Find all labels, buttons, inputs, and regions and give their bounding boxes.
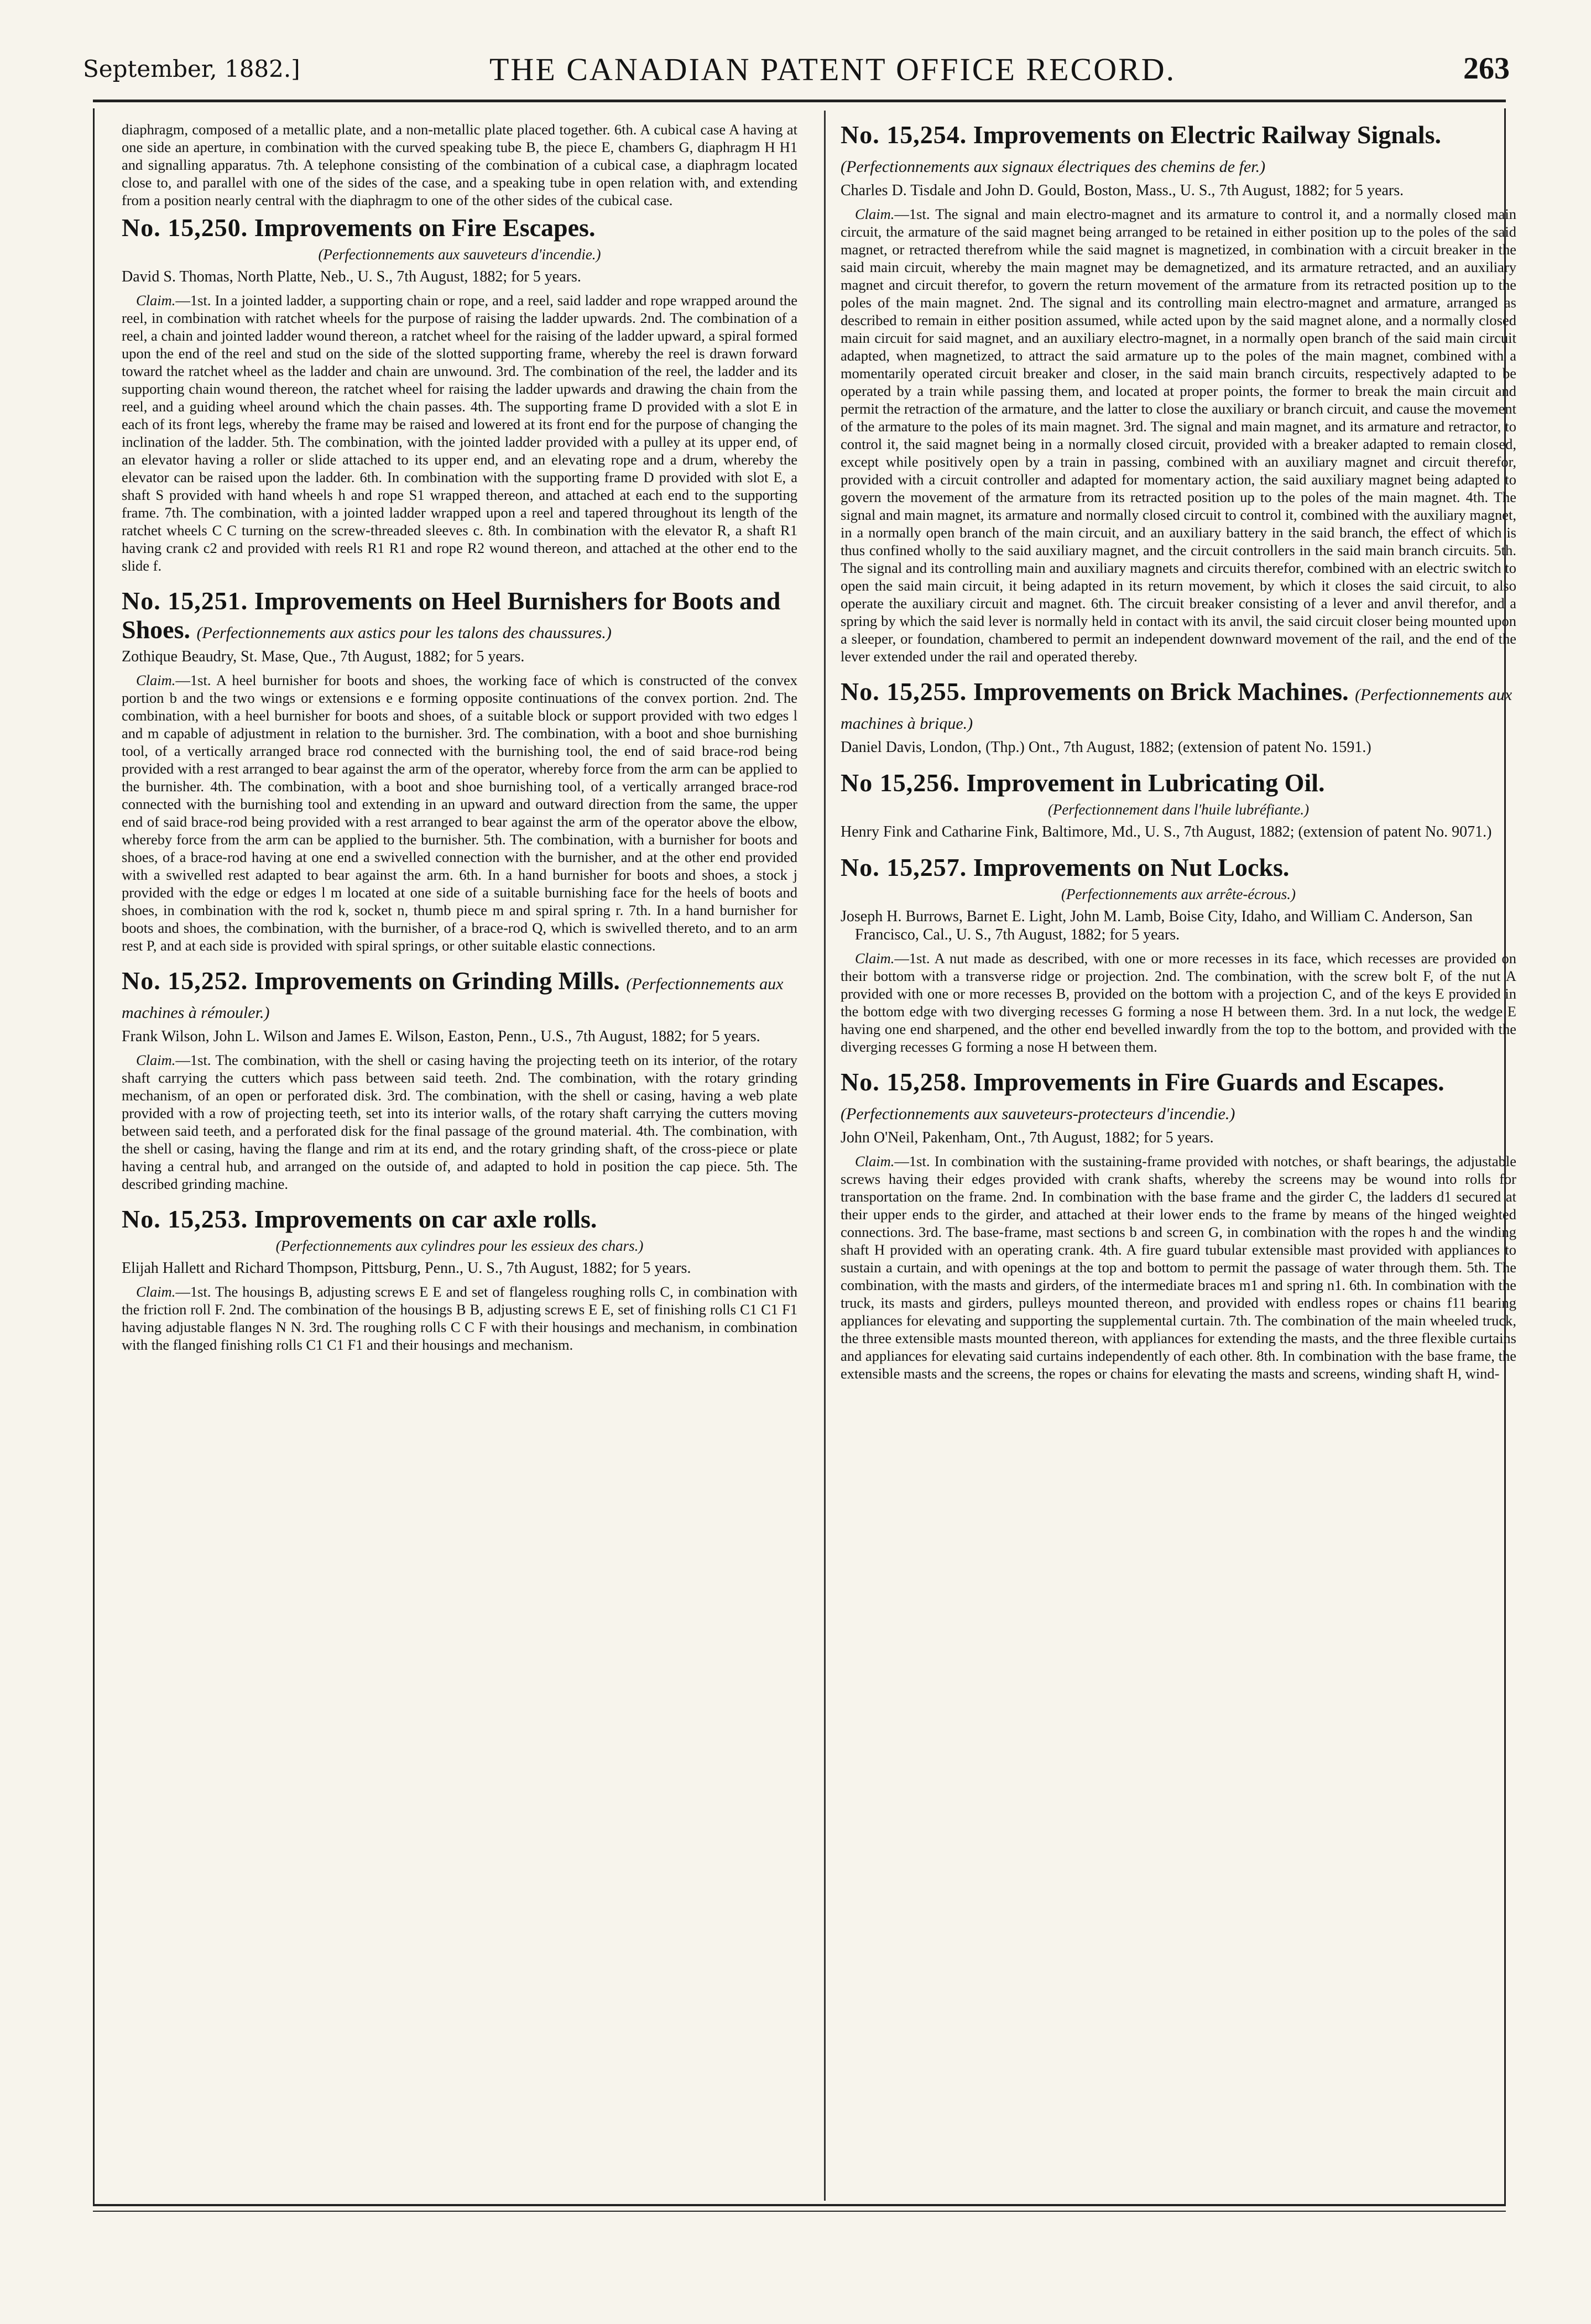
claim-text: —1st. A heel burnisher for boots and shoes, the working face of which is constructed of the convex portion b and the two wings or extensions e e forming opposite continuations of the convex portion. 2nd. The combination, with a heel burnisher for boots and shoes, of a suitable block or support provided with two edges l and m capable of adjustment in relation to the burnisher. 3rd. The combination, with a boot and shoe burnishing tool, of a vertically arranged brace rod connected with the burnishing tool, the end of said brace-rod being provided with a rest arranged to bear against the arm of the operator, whereby force from the arm can be applied to the burnisher. 4th. The combination, with a boot and shoe burnishing tool, of a vertically arranged brace-rod connected with the burnishing tool and extending in an upward and outward direction from the same, the upper end of said brace-rod being provided with a rest arranged to bear against the arm of the operator above the elbow, whereby force from the arm can be applied to the burnisher. 5th. The combination, with a burnisher for boots and shoes, of a brace-rod having at one end a swivelled connection with the burnisher, and at the other end provided with a swivelled rest adapted to bear against the arm. 6th. In a hand burnisher for boots and shoes, a stock j provided with the edge or edges l m located at one side of a suitable burnishing face for the heels of boots and shoes, in combination with the rod k, socket n, thumb piece m and spiral spring r. 7th. In a hand burnisher for boots and shoes, the combination, with the burnisher, of a brace-rod Q, which is swivelled thereto, and to an arm rest P, and at each side is provided with spiral springs, or other suitable elastic connections. xyxy=(122,672,797,954)
patent-number: No. 15,258. xyxy=(841,1068,967,1096)
patent-title: Improvements on Heel Burnishers for Boots and Shoes. xyxy=(122,587,781,644)
patent-heading xyxy=(841,677,1516,735)
patent-number: No. 15,253. xyxy=(122,1205,248,1233)
patent-entry-15252 xyxy=(122,967,797,1193)
patent-claim xyxy=(122,1283,797,1354)
patent-translation: (Perfectionnements aux cylindres pour les essieux des chars.) xyxy=(275,1237,644,1254)
claim-label: Claim. xyxy=(855,950,895,967)
patent-entry-15256 xyxy=(841,769,1516,841)
page-number: 263 xyxy=(1463,51,1510,86)
patent-inventors: Charles D. Tisdale and John D. Gould, Boston, Mass., U. S., 7th August, 1882; for 5 years. xyxy=(841,182,1404,199)
patent-claim xyxy=(122,291,797,575)
patent-title: Improvements on Fire Escapes. xyxy=(254,213,596,242)
claim-label: Claim. xyxy=(136,672,176,688)
patent-heading xyxy=(841,769,1516,797)
claim-text: —1st. In combination with the sustaining-frame provided with notches, or shaft bearings, the adjustable screws having their edges provided with crank shafts, whereby the screens may be wound into rolls for transportation on the frame. 2nd. In combination with the base frame and the girder C, the ladders d1 secured at their upper ends to the girder, and attached at their lower ends to the frame by means of the hinged weighted connections. 3rd. The base-frame, mast sections b and screen G, in combination with the ropes h and the winding shaft H provided with an operating crank. 4th. A fire guard tubular extensible mast provided with appliances to sustain a curtain, and with openings at the top and bottom to permit the passage of water through them. 5th. The combination, with the masts and girders, of the intermediate braces m1 and spring n1. 6th. In combination with the truck, its masts and girders, pulleys mounted thereon, and provided with endless ropes or chains f11 bearing appliances for elevating and supporting the supplemental curtain. 7th. The combination of the main wheeled truck, the three extensible masts mounted thereon, with appliances for extending the masts, and the three flexible curtains and appliances for elevating said curtains independently of each other. 8th. In combination with the base frame, the extensible masts and the screens, the ropes or chains for elevating the masts and screens, winding shaft H, wind- xyxy=(841,1153,1516,1382)
patent-heading xyxy=(122,1205,797,1234)
patent-translation: (Perfectionnements aux machines à rémouler.) xyxy=(122,975,784,1022)
patent-inventors: John O'Neil, Pakenham, Ont., 7th August, 1882; for 5 years. xyxy=(841,1129,1214,1146)
patent-number: No. 15,254. xyxy=(841,121,967,149)
claim-text: —1st. A nut made as described, with one or more recesses in its face, which recesses are provided on their bottom with a transverse ridge or projection. 2nd. The combination, with the screw bolt F, of the nut A provided with one or more recesses B, provided on the bottom with a projection C, and of the keys E provided in the bottom edge with two diverging recesses G forming a nose H between them. 3rd. In a nut lock, the wedge E having one end sharpened, and the other end bevelled inwardly from the top to the bottom, and provided with the diverging recesses G forming a nose H between them. xyxy=(841,950,1516,1055)
patent-number: No. 15,252. xyxy=(122,967,248,995)
patent-inventors: Frank Wilson, John L. Wilson and James E. Wilson, Easton, Penn., U.S., 7th August, 1882; for 5 years. xyxy=(122,1028,760,1045)
patent-heading xyxy=(841,853,1516,882)
patent-inventors: Henry Fink and Catharine Fink, Baltimore, Md., U. S., 7th August, 1882; (extension of patent No. 9071.) xyxy=(841,823,1492,840)
claim-label: Claim. xyxy=(136,1283,176,1300)
page-header xyxy=(83,51,1510,87)
claim-label: Claim. xyxy=(855,206,895,222)
patent-number: No 15,256. xyxy=(841,769,960,797)
patent-number: No. 15,251. xyxy=(122,587,248,615)
claim-label: Claim. xyxy=(136,292,176,309)
claim-label: Claim. xyxy=(855,1153,895,1169)
patent-heading xyxy=(841,121,1516,178)
journal-title: THE CANADIAN PATENT OFFICE RECORD. xyxy=(489,51,1176,87)
patent-entry-15255 xyxy=(841,677,1516,756)
patent-title: Improvements on Electric Railway Signals. xyxy=(973,121,1442,149)
patent-entry-15254 xyxy=(841,121,1516,665)
claim-text: —1st. The housings B, adjusting screws E E and set of flangeless roughing rolls C, in combination with the friction roll F. 2nd. The combination of the housings B B, adjusting screws E E, set of finishing rolls C1 C1 F1 having adjustable flanges N N. 3rd. The roughing rolls C C F with their housings and mechanism, in combination with the flanged finishing rolls C1 C1 F1 and their housings and mechanism. xyxy=(122,1283,797,1353)
patent-entry-15258 xyxy=(841,1068,1516,1382)
patent-title: Improvements on Nut Locks. xyxy=(973,853,1290,881)
patent-title: Improvements on Brick Machines. xyxy=(973,677,1349,706)
patent-claim xyxy=(841,949,1516,1056)
patent-inventors: Zothique Beaudry, St. Mase, Que., 7th August, 1882; for 5 years. xyxy=(122,648,525,665)
patent-translation: (Perfectionnement dans l'huile lubréfiante.) xyxy=(1047,801,1310,818)
patent-number: No. 15,255. xyxy=(841,677,967,706)
patent-translation: (Perfectionnements aux sauveteurs d'incendie.) xyxy=(318,246,601,263)
patent-entry-15250 xyxy=(122,213,797,575)
patent-title: Improvements on Grinding Mills. xyxy=(254,967,620,995)
top-rule xyxy=(93,100,1506,102)
patent-heading xyxy=(122,587,797,644)
patent-inventors: Elijah Hallett and Richard Thompson, Pittsburg, Penn., U. S., 7th August, 1882; for 5 years. xyxy=(122,1260,691,1277)
continued-claim-text: diaphragm, composed of a metallic plate, and a non-metallic plate placed together. 6th. A cubical case A having at one side an aperture, in combination with the curved speaking tube B, the piece E, chambers G, diaphragm H H1 and signalling apparatus. 7th. A telephone consisting of the combination of a cubical case, a diaphragm located close to, and parallel with one of the sides of the case, and a speaking tube in open relation with, and extending from a position nearly central with the diaphragm to one of the other sides of the cubical case. xyxy=(122,121,797,208)
claim-label: Claim. xyxy=(136,1052,176,1068)
patent-entry-15257 xyxy=(841,853,1516,1056)
patent-title: Improvement in Lubricating Oil. xyxy=(966,769,1325,797)
patent-entry-15251 xyxy=(122,587,797,954)
patent-claim xyxy=(841,1152,1516,1382)
patent-number: No. 15,250. xyxy=(122,213,248,242)
bottom-rule xyxy=(93,2204,1506,2206)
claim-text: —1st. The signal and main electro-magnet and its armature to control it, and a normally closed main circuit, the armature of the said magnet being arranged to be retained in either position up to the poles of the said magnet, or retracted therefrom while the said magnet is magnetized, in combination with a circuit breaker in the said main circuit, whereby the main magnet may be demagnetized, and its armature retracted, and an auxiliary magnet and circuit therefor, to govern the return movement of the armature from its retracted position up to the poles of the main magnet. 2nd. The signal and its controlling main electro-magnet and armature, arranged as described to remain in either position assumed, while acted upon by the said magnet alone, and a normally closed main circuit for said magnet, and an auxiliary electro-magnet, in a normally open branch of the said main circuit adapted, when magnetized, to attract the said armature up to the poles of the main magnet, combined with a momentarily operated circuit breaker and closer, in the said main branch circuits, respectively adapted to be operated by a train while passing them, and located at proper points, the former to break the main circuit and permit the retraction of the armature, and the latter to close the auxiliary or branch circuit, and cause the movement of the armature to the poles of its main magnet. 3rd. The signal and main magnet, and its armature and retractor, to control it, the said magnet being in a normally closed circuit, provided with a breaker adapted to remain closed, except while positively open by a train in passing, combined with an auxiliary magnet and circuit therefor, provided with a circuit controller and adapted for momentary action, the said auxiliary magnet being adapted to govern the movement of the armature from its retracted position up to the poles of the main magnet. 4th. The signal and main magnet, its armature and normally closed circuit to control it, combined with the auxiliary magnet, in a normally open branch of the main circuit, and an auxiliary battery in the said branch, the effect of which is thus confined wholly to the said auxiliary magnet, and the circuit controllers in the said main branch circuits. 5th. The signal and its controlling main and auxiliary magnets and circuits therefor, combined with an electric switch to open the said main circuit, it being adapted in its return movement, by which it closes the said circuit, to also operate the auxiliary circuit and magnet. 6th. The circuit breaker consisting of a lever and anvil therefor, and a spring by which the said lever is normally held in contact with its anvil, the said circuit closer being mounted upon a sleeper, or foundation, chambered to permit an independent downward movement of the rail, and the end of the lever extended under the rail and operated thereby. xyxy=(841,206,1516,665)
claim-text: —1st. In a jointed ladder, a supporting chain or rope, and a reel, said ladder and rope wrapped around the reel, in combination with ratchet wheels for the purpose of raising the ladder upwards. 2nd. The combination of a reel, a chain and jointed ladder wound thereon, a ratchet wheel for the raising of the ladder upward, a spiral formed upon the end of the reel and stud on the side of the slotted supporting frame, whereby the reel is drawn forward toward the ratchet wheel as the ladder and chain are unwound. 3rd. The combination of the reel, the ladder and its supporting chain wound thereon, the ratchet wheel for raising the ladder upwards and drawing the chain from the reel, and a guiding wheel around which the chain passes. 4th. The supporting frame D provided with a slot E in each of its front legs, whereby the frame may be raised and lowered at its front end for the purpose of changing the inclination of the ladder. 5th. The combination, with the jointed ladder provided with a pulley at its upper end, of an elevator having a roller or slide attached to its upper end, and an elevating rope and a drum, whereby the elevator can be raised upon the ladder. 6th. In combination with the supporting frame D provided with slot E, a shaft S provided with hand wheels h and rope S1 wrapped thereon, and attached at each end to the supporting frame. 7th. The combination, with a jointed ladder wrapped upon a reel and tapered throughout its length of the ratchet wheels C C turning on the screw-threaded sleeves c. 8th. In combination with the elevator R, a shaft R1 having crank c2 and provided with reels R1 R1 and rope R2 wound thereon, and attached at the other end to the slide f. xyxy=(122,292,797,574)
right-column xyxy=(841,121,1516,2189)
patent-number: No. 15,257. xyxy=(841,853,967,881)
issue-date: September, 1882.] xyxy=(83,55,300,82)
patent-title: Improvements on car axle rolls. xyxy=(254,1205,597,1233)
patent-claim xyxy=(122,671,797,954)
patent-translation: (Perfectionnements aux arrête-écrous.) xyxy=(1061,886,1296,902)
patent-translation: (Perfectionnements aux machines à brique.) xyxy=(841,686,1512,733)
claim-text: —1st. The combination, with the shell or casing having the projecting teeth on its interior, of the rotary shaft carrying the cutters which pass between said teeth. 2nd. The combination, with the rotary grinding mechanism, of an open or perforated disk. 3rd. The combination, with the shell or casing, having a web plate provided with a row of projecting teeth, set into its interior walls, of the rotary shaft carrying the cutters moving between said teeth, and a perforated disk for the final passage of the ground material. 4th. The combination, with the shell or casing, having the flange and rim at its end, and the rotary grinding shaft, of the cross-piece or plate having a central hub, and arranged on the outside of, and adapted to hold in position the cap piece. 5th. The described grinding machine. xyxy=(122,1052,797,1192)
patent-inventors: Joseph H. Burrows, Barnet E. Light, John M. Lamb, Boise City, Idaho, and William C. Anderson, San Francisco, Cal., U. S., 7th August, 1882; for 5 years. xyxy=(841,908,1473,943)
left-column xyxy=(122,121,797,2189)
column-divider xyxy=(824,111,826,2201)
patent-title: Improvements in Fire Guards and Escapes. xyxy=(973,1068,1444,1096)
patent-entry-15253 xyxy=(122,1205,797,1354)
patent-translation: (Perfectionnements aux sauveteurs-protecteurs d'incendie.) xyxy=(841,1105,1235,1123)
patent-translation: (Perfectionnements aux signaux électriques des chemins de fer.) xyxy=(841,158,1266,176)
bottom-rule-thin xyxy=(93,2211,1506,2212)
patent-heading xyxy=(122,967,797,1024)
patent-inventors: Daniel Davis, London, (Thp.) Ont., 7th August, 1882; (extension of patent No. 1591.) xyxy=(841,739,1371,756)
patent-claim xyxy=(122,1051,797,1193)
patent-inventors: David S. Thomas, North Platte, Neb., U. S., 7th August, 1882; for 5 years. xyxy=(122,268,581,285)
patent-heading xyxy=(841,1068,1516,1125)
patent-translation: (Perfectionnements aux astics pour les talons des chaussures.) xyxy=(196,624,612,642)
patent-heading xyxy=(122,213,797,242)
patent-claim xyxy=(841,205,1516,665)
